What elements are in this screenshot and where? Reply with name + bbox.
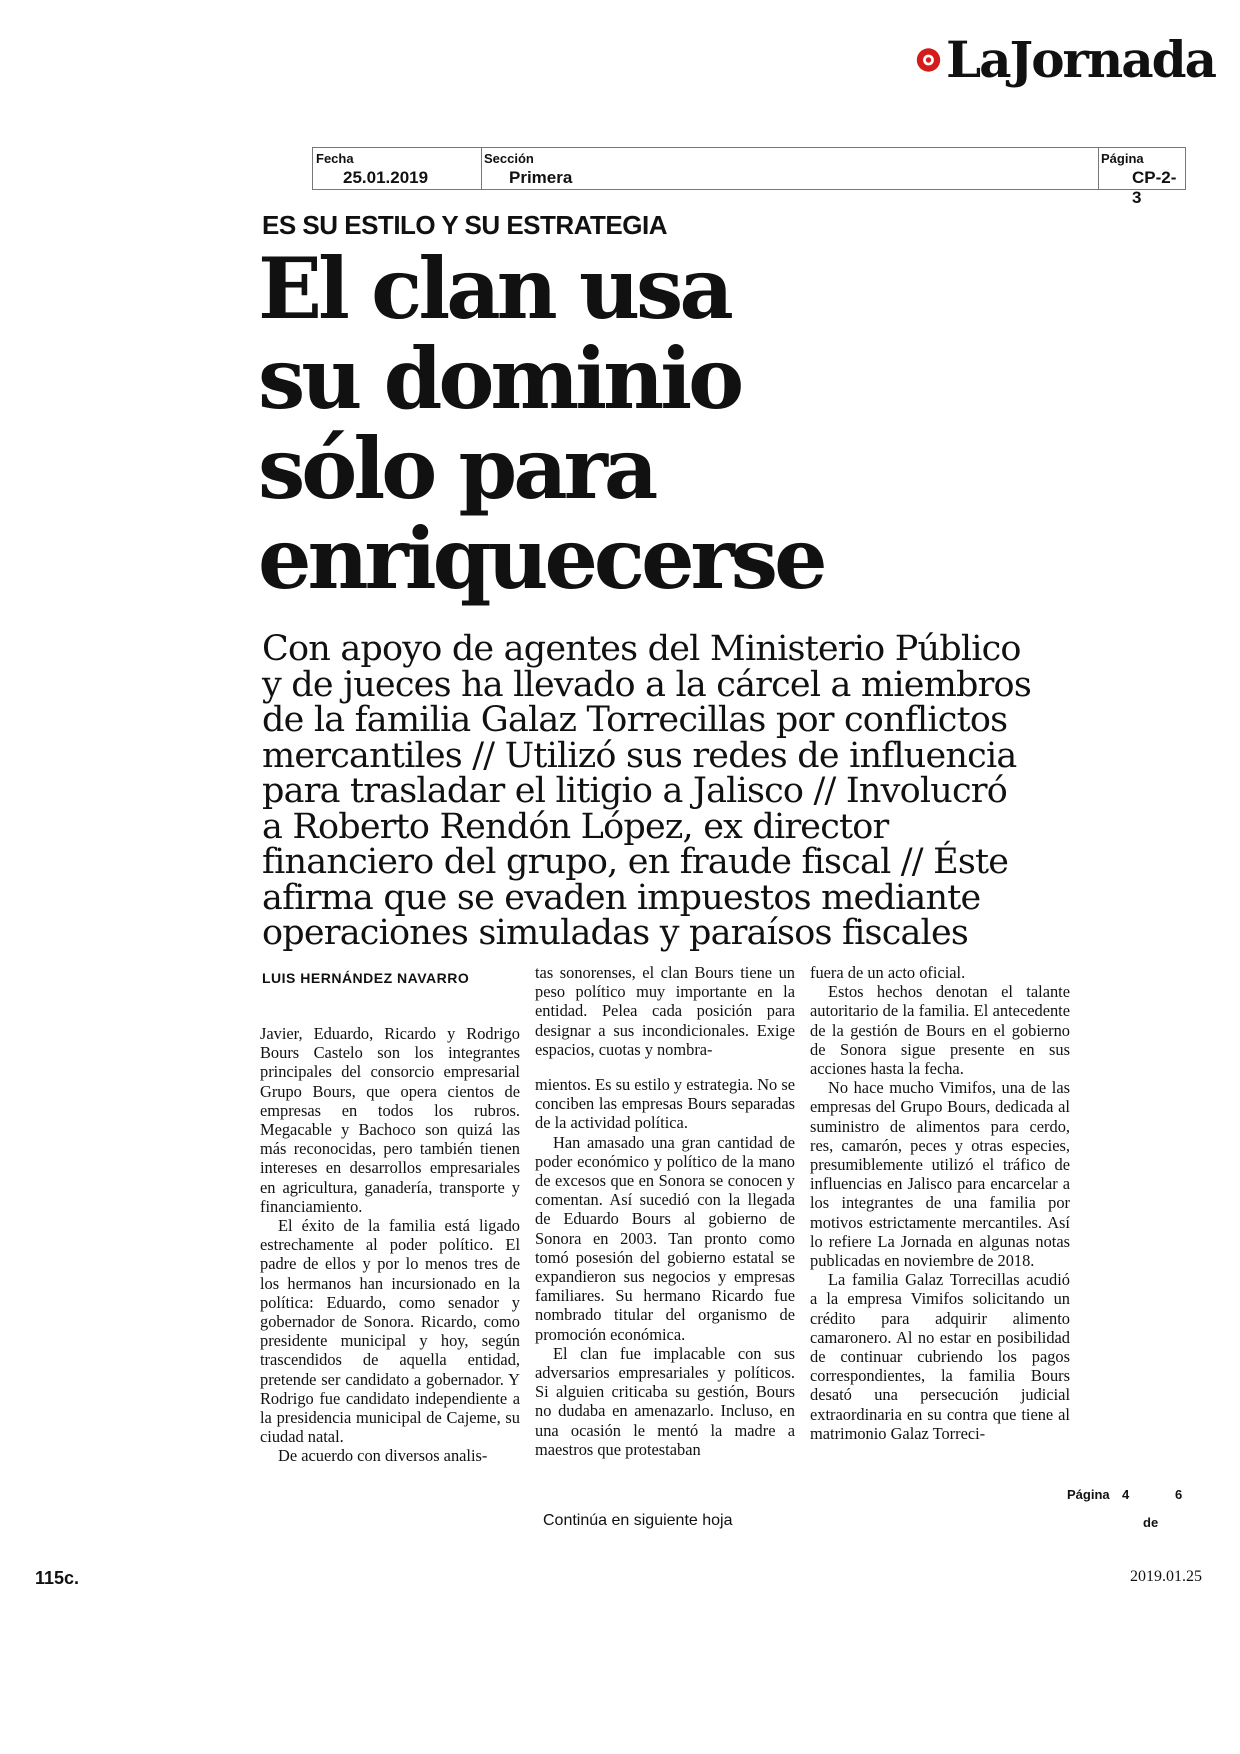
paragraph: tas sonorenses, el clan Bours tiene un peso político muy importante en la entidad. Pelea cada posición para designar a sus incondicionales. Exige espacios, cuotas y nombra- xyxy=(535,963,795,1059)
fecha-value: 25.01.2019 xyxy=(343,168,429,187)
page-label: Página xyxy=(1067,1487,1110,1502)
pagina-cell xyxy=(1098,148,1185,207)
paragraph: fuera de un acto oficial. xyxy=(810,963,966,982)
logo-text: LaJornada xyxy=(945,30,1215,89)
la-jornada-logo-icon xyxy=(915,45,942,75)
page-number: 4 xyxy=(1122,1487,1130,1502)
paragraph: Javier, Eduardo, Ricardo y Rodrigo Bours Castelo son los integrantes principales del consorcio empresarial Grupo Bours, que opera cientos de empresas en todos los rubros. Megacable y Bachoco son quizá las más reconocidas, pero también tienen intereses en desarrollos empresariales en agricultura, ganadería, transporte y financiamiento. xyxy=(260,1024,520,1216)
subhead-line: para trasladar el litigio a Jalisco // Involucró xyxy=(262,771,1007,811)
seccion-cell xyxy=(481,148,1099,189)
subhead-line: y de jueces ha llevado a la cárcel a miembros xyxy=(262,664,1031,705)
article-column-3 xyxy=(810,963,1070,1443)
article-byline: LUIS HERNÁNDEZ NAVARRO xyxy=(262,970,470,986)
seccion-label: Sección xyxy=(484,151,534,166)
article-column-2 xyxy=(535,1075,795,1459)
headline-line: El clan usa xyxy=(258,239,730,338)
clipping-code: 115c. xyxy=(35,1568,80,1588)
page-total: 6 xyxy=(1175,1487,1183,1502)
pagina-value: CP-2-3 xyxy=(1132,168,1177,207)
article-column-2-top xyxy=(535,963,795,1059)
subhead-line: a Roberto Rendón López, ex director xyxy=(262,806,889,847)
paragraph: mientos. Es su estilo y estrategia. No se conciben las empresas Bours separadas de la actividad política. xyxy=(535,1075,795,1133)
masthead-logo xyxy=(915,30,1215,90)
paragraph: Estos hechos denotan el talante autoritario de la familia. El antecedente de la gestión de Bours en el gobierno de Sonora sigue presente en sus acciones hasta la fecha. xyxy=(810,982,1070,1079)
seccion-value: Primera xyxy=(509,168,573,187)
paragraph: No hace mucho Vimifos, una de las empresas del Grupo Bours, dedicada al suministro de alimentos para cerdo, res, camarón, peces y otras especies, presumiblemente utilizó el tráfico de influencias en Jalisco para encarcelar a los integrantes de una familia por motivos estrictamente mercantiles. Así lo refiere La Jornada en algunas notas publicadas en noviembre de 2018. xyxy=(810,1078,1070,1271)
article-subhead xyxy=(262,629,1031,953)
continues-note: Continúa en siguiente hoja xyxy=(543,1512,733,1529)
article-kicker: ES SU ESTILO Y SU ESTRATEGIA xyxy=(262,210,667,240)
subhead-line: mercantiles // Utilizó sus redes de influencia xyxy=(262,735,1017,776)
fecha-cell xyxy=(313,148,482,189)
paragraph: La familia Galaz Torrecillas acudió a la empresa Vimifos solicitando un crédito para adquirir alimento camaronero. Al no estar en posibilidad de continuar cubriendo los pagos correspondientes, la familia Bours desató una persecución judicial extraordinaria en su contra que tiene al matrimonio Galaz Torreci- xyxy=(810,1270,1070,1443)
page-de-label: de xyxy=(1143,1515,1159,1530)
subhead-line: financiero del grupo, en fraude fiscal // Éste xyxy=(262,842,1009,882)
paragraph: El éxito de la familia está ligado estrechamente al poder político. El padre de ellos y por lo menos tres de los hermanos han incursionado en la política: Eduardo, como senador y gobernador de Sonora. Ricardo, como presidente municipal y hoy, según trascendidos de aquella entidad, pretende ser candidato a gobernador. Y Rodrigo fue candidato independiente a la presidencia municipal de Cajeme, su ciudad natal. xyxy=(260,1216,520,1447)
headline-line: su dominio xyxy=(258,329,741,428)
subhead-line: afirma que se evaden impuestos mediante xyxy=(262,877,981,918)
paragraph: El clan fue implacable con sus adversarios empresariales y políticos. Si alguien criticaba su gestión, Bours no dudaba en amenazarlo. Incluso, en una ocasión le mentó la madre a maestros que protestaban xyxy=(535,1343,795,1459)
pagina-label: Página xyxy=(1101,151,1144,166)
clipping-date: 2019.01.25 xyxy=(1130,1568,1202,1585)
subhead-line: Con apoyo de agentes del Ministerio Público xyxy=(262,629,1021,669)
subhead-line: operaciones simuladas y paraísos fiscales xyxy=(262,913,969,953)
article-headline xyxy=(258,239,978,608)
headline-line: sólo para xyxy=(258,419,655,518)
fecha-label: Fecha xyxy=(316,151,354,166)
article-column-1 xyxy=(260,1024,520,1466)
headline-line: enriquecerse xyxy=(258,509,824,608)
subhead-line: de la familia Galaz Torrecillas por conflictos xyxy=(262,700,1008,740)
clipping-header-table xyxy=(312,147,1186,207)
paragraph: Han amasado una gran cantidad de poder económico y político de la mano de excesos que en Sonora se conocen y comentan. Así sucedió con la llegada de Eduardo Bours al gobierno de Sonora en 2003. Tan pronto como tomó posesión del gobierno estatal se expandieron sus negocios y empresas familiares. Su hermano Ricardo fue nombrado titular del organismo de promoción económica. xyxy=(535,1132,795,1344)
paragraph: De acuerdo con diversos analis- xyxy=(278,1446,488,1466)
